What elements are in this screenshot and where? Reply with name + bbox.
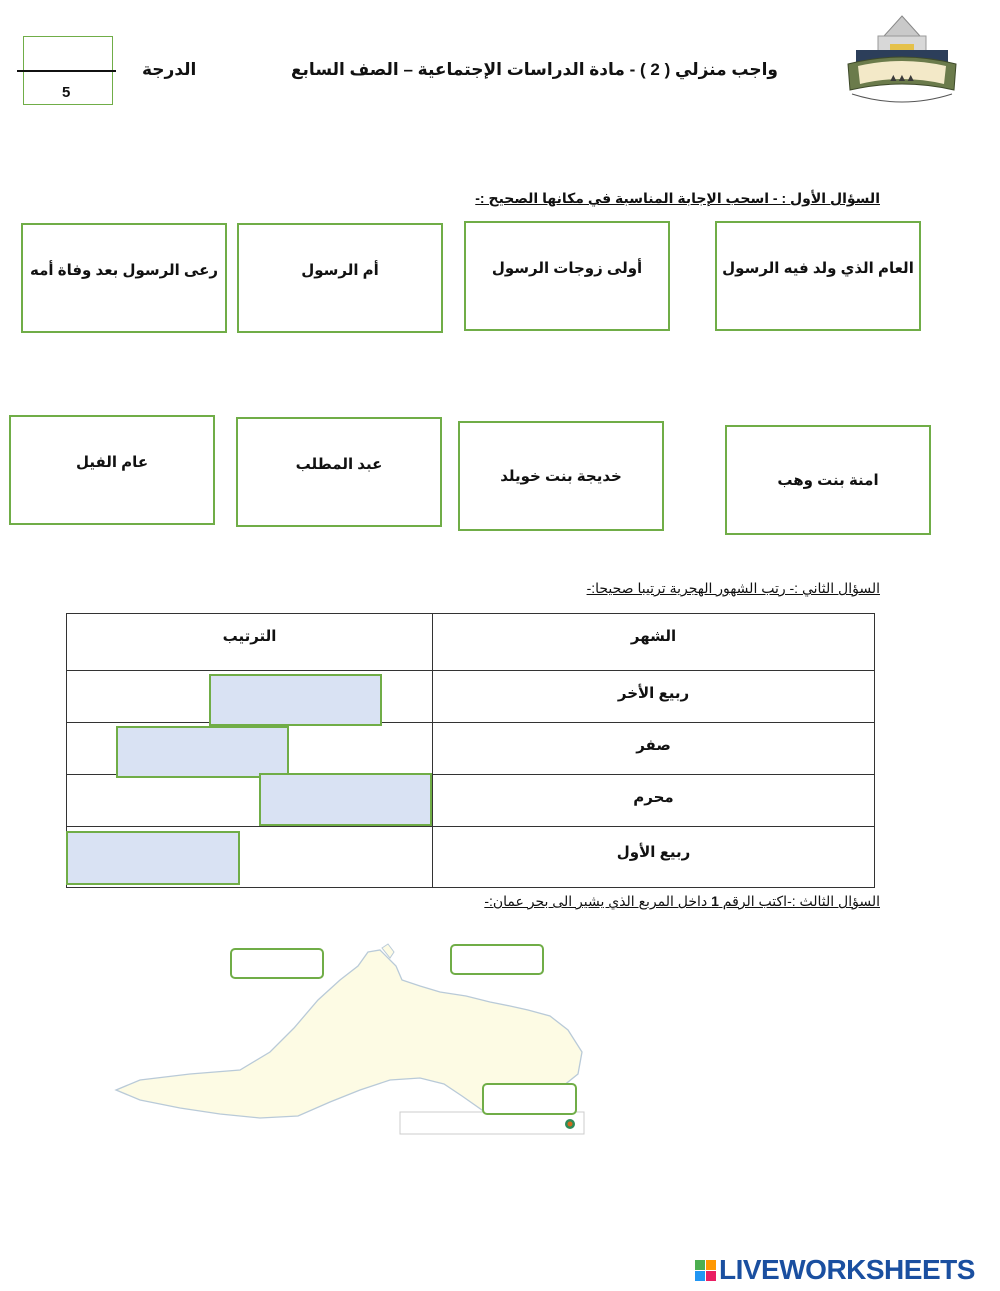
- school-logo: [838, 14, 966, 114]
- draggable-answer[interactable]: [458, 421, 664, 531]
- grade-label: الدرجة: [142, 60, 197, 79]
- month-column-header: الشهر: [433, 614, 875, 671]
- draggable-answer[interactable]: [236, 417, 442, 527]
- month-cell: صفر: [433, 723, 875, 775]
- order-drop-zone[interactable]: [259, 773, 432, 826]
- table-row: [67, 671, 875, 723]
- liveworksheets-logo: [695, 1253, 975, 1287]
- statement-text: رعى الرسول بعد وفاة أمه: [30, 262, 218, 279]
- map-answer-box[interactable]: [482, 1083, 577, 1115]
- liveworksheets-brand: LIVEWORKSHEETS: [719, 1254, 975, 1285]
- draggable-answer[interactable]: [725, 425, 931, 535]
- draggable-answer[interactable]: [9, 415, 215, 525]
- grade-divider: [17, 70, 116, 72]
- svg-text:▲ ▲ ▲: ▲ ▲ ▲: [890, 73, 914, 82]
- statement-box: [715, 221, 921, 331]
- map-answer-box[interactable]: [230, 948, 324, 979]
- statement-box: [237, 223, 443, 333]
- grade-total: 5: [62, 84, 71, 101]
- answer-text: امنة بنت وهب: [777, 472, 879, 489]
- worksheet-title: واجب منزلي ( 2 ) - مادة الدراسات الإجتماعية – الصف السابع: [290, 60, 778, 79]
- month-cell: محرم: [433, 775, 875, 827]
- statement-text: أولى زوجات الرسول: [491, 260, 643, 277]
- statement-box: [464, 221, 670, 331]
- q2-prompt: السؤال الثاني :- رتب الشهور الهجرية ترتيبا صحيحا:-: [586, 580, 880, 596]
- statement-text: العام الذي ولد فيه الرسول: [722, 260, 914, 277]
- answer-text: عام الفيل: [75, 454, 149, 471]
- q1-prompt: السؤال الأول : - اسحب الإجابة المناسبة في مكانها الصحيح :-: [475, 190, 880, 206]
- table-row: [67, 775, 875, 827]
- order-column-header: الترتيب: [67, 614, 433, 671]
- statement-text: أم الرسول: [301, 262, 379, 279]
- order-drop-zone[interactable]: [66, 831, 240, 885]
- statement-box: [21, 223, 227, 333]
- order-drop-zone[interactable]: [209, 674, 382, 726]
- order-drop-zone[interactable]: [116, 726, 289, 778]
- answer-text: عبد المطلب: [295, 456, 383, 473]
- map-answer-box[interactable]: [450, 944, 544, 975]
- month-cell: ربيع الأول: [433, 827, 875, 888]
- month-cell: ربيع الأخر: [433, 671, 875, 723]
- answer-text: خديجة بنت خويلد: [500, 468, 622, 485]
- liveworksheets-logo-icon: [695, 1260, 716, 1281]
- q3-prompt: السؤال الثالث :-اكتب الرقم 1 داخل المربع الذي يشير الى بحر عمان:-: [484, 893, 880, 909]
